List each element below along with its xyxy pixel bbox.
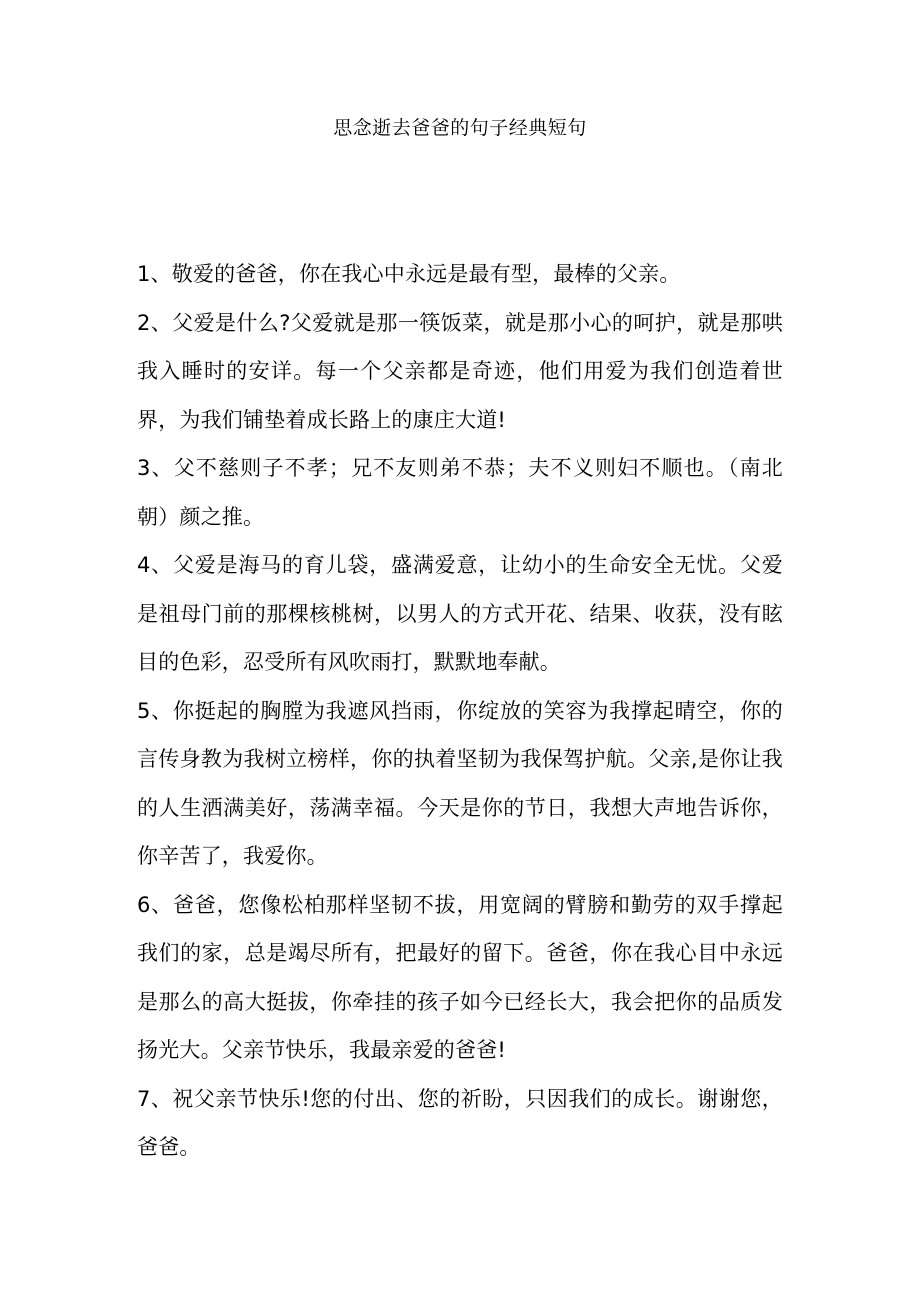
list-item-1: 1、敬爱的爸爸，你在我心中永远是最有型，最棒的父亲。 — [137, 262, 681, 286]
list-item-5: 5、你挺起的胸膛为我遮风挡雨，你绽放的笑容为我撑起晴空，你的言传身教为我树立榜样，你的执着坚韧为我保驾护航。父亲,是你让我的人生洒满美好，荡满幸福。今天是你的节日，我想大声地告诉你，你辛苦了，我爱你。 — [137, 698, 783, 868]
document-title: 思念逝去爸爸的句子经典短句 — [333, 117, 587, 139]
list-item-7: 7、祝父亲节快乐!您的付出、您的祈盼，只因我们的成长。谢谢您，爸爸。 — [137, 1086, 783, 1159]
list-item-4: 4、父爱是海马的育儿袋，盛满爱意，让幼小的生命安全无忧。父爱是祖母门前的那棵核桃树，以男人的方式开花、结果、收获，没有眩目的色彩，忍受所有风吹雨打，默默地奉献。 — [137, 553, 783, 674]
list-item-2: 2、父爱是什么?父爱就是那一筷饭菜，就是那小心的呵护，就是那哄我入睡时的安详。每一个父亲都是奇迹，他们用爱为我们创造着世界，为我们铺垫着成长路上的康庄大道! — [137, 310, 783, 432]
document-body — [137, 250, 783, 1172]
list-item-6: 6、爸爸，您像松柏那样坚韧不拔，用宽阔的臂膀和勤劳的双手撑起我们的家，总是竭尽所有，把最好的留下。爸爸，你在我心目中永远是那么的高大挺拔，你牵挂的孩子如今已经长大，我会把你的品质发扬光大。父亲节快乐，我最亲爱的爸爸! — [137, 892, 783, 1062]
list-item-3: 3、父不慈则子不孝；兄不友则弟不恭；夫不义则妇不顺也。（南北朝）颜之推。 — [137, 456, 783, 529]
